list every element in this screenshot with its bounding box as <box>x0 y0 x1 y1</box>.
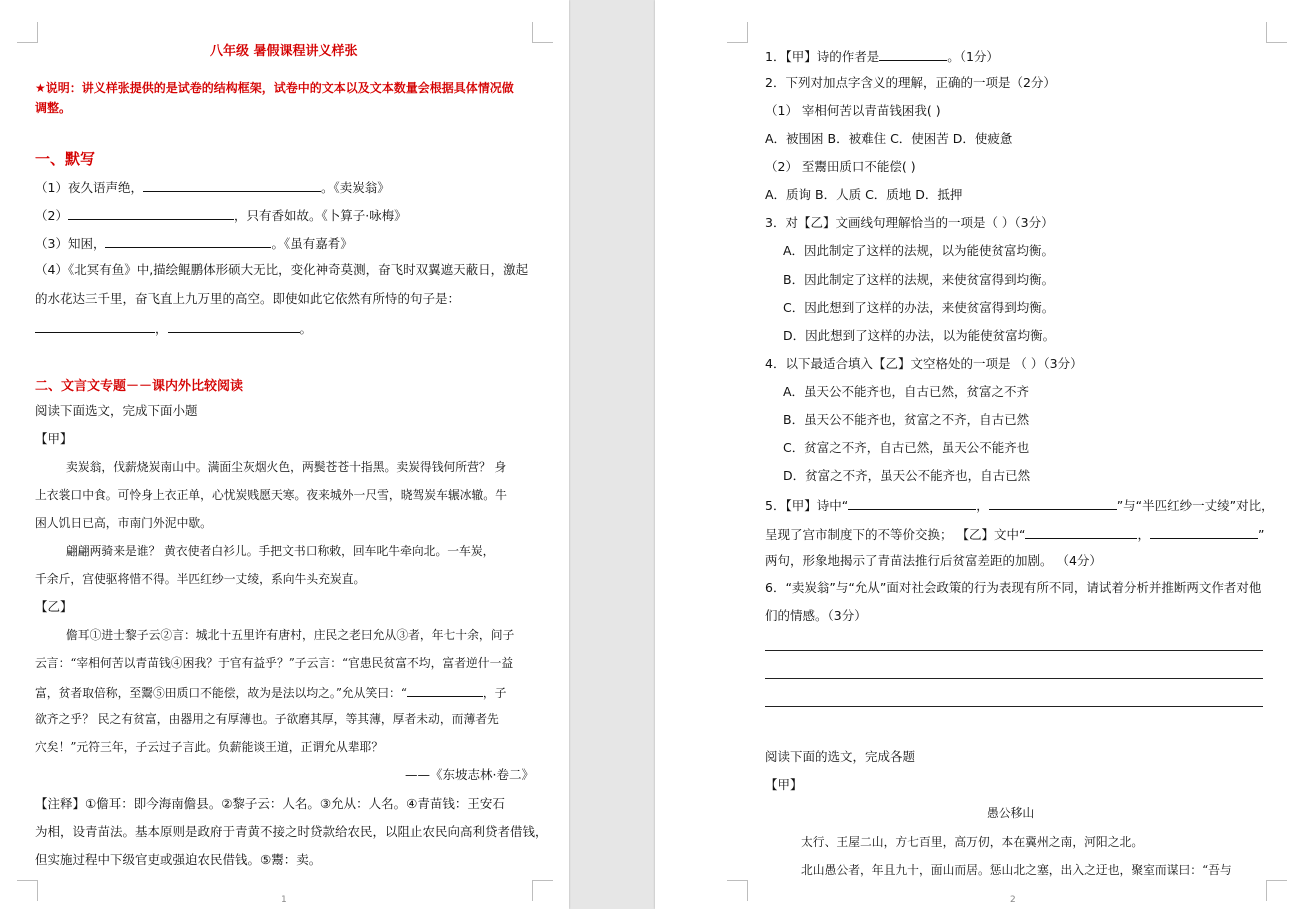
question-3-option-d: D．因此想到了这样的办法，以为能使贫富均衡。 <box>783 328 1056 343</box>
dictation-q2: （2） ，只有香如故。《卜算子·咏梅》 <box>35 208 407 223</box>
crop-mark <box>727 880 748 901</box>
annotation-line: 为相，设青苗法。基本原则是政府于青黄不接之时贷款给农民，以阻止农民向高利贷者借钱， <box>35 824 548 839</box>
dictation-q4-line-1: （4）《北冥有鱼》中,描绘鲲鹏体形硕大无比，变化神奇莫测，奋飞时双翼遮天蔽日，激起 <box>35 262 529 277</box>
yi-text-line: 富，贫者取倍称，至鬻⑤田质口不能偿，故为是法以均之。”允从笑曰：“ ，子 <box>35 683 506 701</box>
question-5-line-1: 5．【甲】诗中“ ， ”与“半匹红纱一丈绫”对比， <box>765 498 1274 513</box>
answer-line[interactable] <box>765 678 1263 679</box>
question-2-item-1: （1） 宰相何苦以青苗钱困我( ) <box>765 103 941 118</box>
crop-mark <box>532 22 553 43</box>
crop-mark <box>727 22 748 43</box>
question-3: 3．对【乙】文画线句理解恰当的一项是（ ）（3分） <box>765 215 1054 230</box>
label-jia-2: 【甲】 <box>765 777 803 792</box>
dictation-q1: （1）夜久语声绝， 。《卖炭翁》 <box>35 180 390 195</box>
answer-blank[interactable] <box>105 234 271 248</box>
yi-text-line: 欲齐之乎？ 民之有贫富，由器用之有厚薄也。子欲磨其厚，等其薄，厚者未动，而薄者先 <box>35 712 499 726</box>
answer-line[interactable] <box>765 650 1263 651</box>
jia-text-line: 卖炭翁，伐薪烧炭南山中。满面尘灰烟火色，两鬓苍苍十指黑。卖炭得钱何所营？ 身 <box>66 460 507 474</box>
section-heading-classical: 二、文言文专题－－课内外比较阅读 <box>35 379 244 394</box>
question-1: 1．【甲】诗的作者是 。（1分） <box>765 49 999 64</box>
document-page-1 <box>0 0 569 909</box>
dictation-q4-answer: ， 。 <box>35 319 312 337</box>
answer-line[interactable] <box>765 706 1263 707</box>
passage-text-line: 太行、王屋二山，方七百里，高万仞，本在冀州之南，河阳之北。 <box>801 835 1144 849</box>
question-5-line-2: 呈现了宫市制度下的不等价交换； 【乙】文中“ ， ” <box>765 527 1265 542</box>
jia-text-line: 千余斤，宫使驱将惜不得。半匹红纱一丈绫，系向牛头充炭直。 <box>35 572 366 586</box>
answer-blank[interactable] <box>407 683 483 697</box>
source-citation: ——《东坡志林·卷二》 <box>405 767 534 782</box>
question-5-line-3: 两句，形象地揭示了青苗法推行后贫富差距的加剧。 （4分） <box>765 553 1102 568</box>
question-2-item-2: （2） 至鬻田质口不能偿( ) <box>765 159 916 174</box>
annotation-line: 【注释】①儋耳：即今海南儋县。②黎子云：人名。③允从：人名。④青苗钱：王安石 <box>35 796 505 811</box>
note-line-1: ★说明：讲义样张提供的是试卷的结构框架，试卷中的文本以及文本数量会根据具体情况做 <box>35 81 514 95</box>
question-2-item-1-options: A．被围困 B．被难住 C．使困苦 D．使疲惫 <box>765 131 1013 146</box>
annotation-line: 但实施过程中下级官吏或强迫农民借钱。⑤鬻：卖。 <box>35 852 322 867</box>
answer-blank[interactable] <box>848 496 976 510</box>
jia-text-line: 翩翩两骑来是谁？ 黄衣使者白衫儿。手把文书口称敕，回车叱牛牵向北。一车炭， <box>66 544 495 558</box>
question-4-option-a: A．虽天公不能齐也，自古已然，贫富之不齐 <box>783 384 1030 399</box>
jia-text-line: 上衣裳口中食。可怜身上衣正单，心忧炭贱愿天寒。夜来城外一尺雪，晓驾炭车辗冰辙。牛 <box>35 488 507 502</box>
crop-mark <box>17 880 38 901</box>
question-4-option-d: D．贫富之不齐，虽天公不能齐也，自古已然 <box>783 468 1031 483</box>
question-2-item-2-options: A．质询 B．人质 C．质地 D．抵押 <box>765 187 963 202</box>
reading-instruction: 阅读下面选文，完成下面小题 <box>35 403 198 418</box>
dictation-q3: （3）知困， 。《虽有嘉肴》 <box>35 236 353 251</box>
note-line-2: 调整。 <box>35 101 72 115</box>
passage-text-line: 北山愚公者，年且九十，面山而居。惩山北之塞，出入之迂也，聚室而谋曰：“吾与 <box>801 863 1232 877</box>
answer-blank[interactable] <box>1150 525 1258 539</box>
answer-blank[interactable] <box>68 206 234 220</box>
answer-blank[interactable] <box>989 496 1117 510</box>
passage-title: 愚公移山 <box>987 806 1035 820</box>
crop-mark <box>1266 22 1287 43</box>
crop-mark <box>1266 880 1287 901</box>
label-yi: 【乙】 <box>35 599 73 614</box>
section-heading-dictation: 一、默写 <box>35 150 96 168</box>
crop-mark <box>17 22 38 43</box>
answer-blank[interactable] <box>1025 525 1137 539</box>
question-3-option-c: C．因此想到了这样的办法，来使贫富得到均衡。 <box>783 300 1055 315</box>
yi-text-line: 穴矣！”元符三年，子云过子言此。负薪能谈王道，正谓允从辈耶？ <box>35 740 384 754</box>
page-number: 1 <box>281 895 287 905</box>
question-3-option-a: A．因此制定了这样的法规，以为能使贫富均衡。 <box>783 243 1055 258</box>
label-jia: 【甲】 <box>35 431 73 446</box>
question-6-line-1: 6．“卖炭翁”与“允从”面对社会政策的行为表现有所不同，请试着分析并推断两文作者对他 <box>765 580 1262 595</box>
reading-instruction-2: 阅读下面的选文，完成各题 <box>765 749 916 764</box>
yi-text-line: 云言：“宰相何苦以青苗钱④困我？于官有益乎？”子云言：“官患民贫富不均，富者逆什一益 <box>35 656 514 670</box>
question-4: 4．以下最适合填入【乙】文空格处的一项是 （ ）（3分） <box>765 356 1083 371</box>
answer-blank[interactable] <box>143 178 321 192</box>
page-title: 八年级 暑假课程讲义样张 <box>210 44 358 59</box>
dictation-q4-line-2: 的水花达三千里，奋飞直上九万里的高空。即使如此它依然有所恃的句子是： <box>35 291 461 306</box>
answer-blank[interactable] <box>35 319 155 333</box>
question-4-option-b: B．虽天公不能齐也，贫富之不齐，自古已然 <box>783 412 1030 427</box>
crop-mark <box>532 880 553 901</box>
answer-blank[interactable] <box>879 47 947 61</box>
answer-blank[interactable] <box>168 319 300 333</box>
question-6-line-2: 们的情感。（3分） <box>765 608 867 623</box>
question-2: 2．下列对加点字含义的理解，正确的一项是（2分） <box>765 75 1056 90</box>
document-page-2 <box>655 0 1314 909</box>
question-4-option-c: C．贫富之不齐，自古已然，虽天公不能齐也 <box>783 440 1030 455</box>
page-number: 2 <box>1010 895 1016 905</box>
yi-text-line: 儋耳①进士黎子云②言：城北十五里许有唐村，庄民之老曰允从③者，年七十余，问子 <box>66 628 515 642</box>
question-3-option-b: B．因此制定了这样的法规，来使贫富得到均衡。 <box>783 272 1055 287</box>
jia-text-line: 困人饥日已高，市南门外泥中歇。 <box>35 516 212 530</box>
